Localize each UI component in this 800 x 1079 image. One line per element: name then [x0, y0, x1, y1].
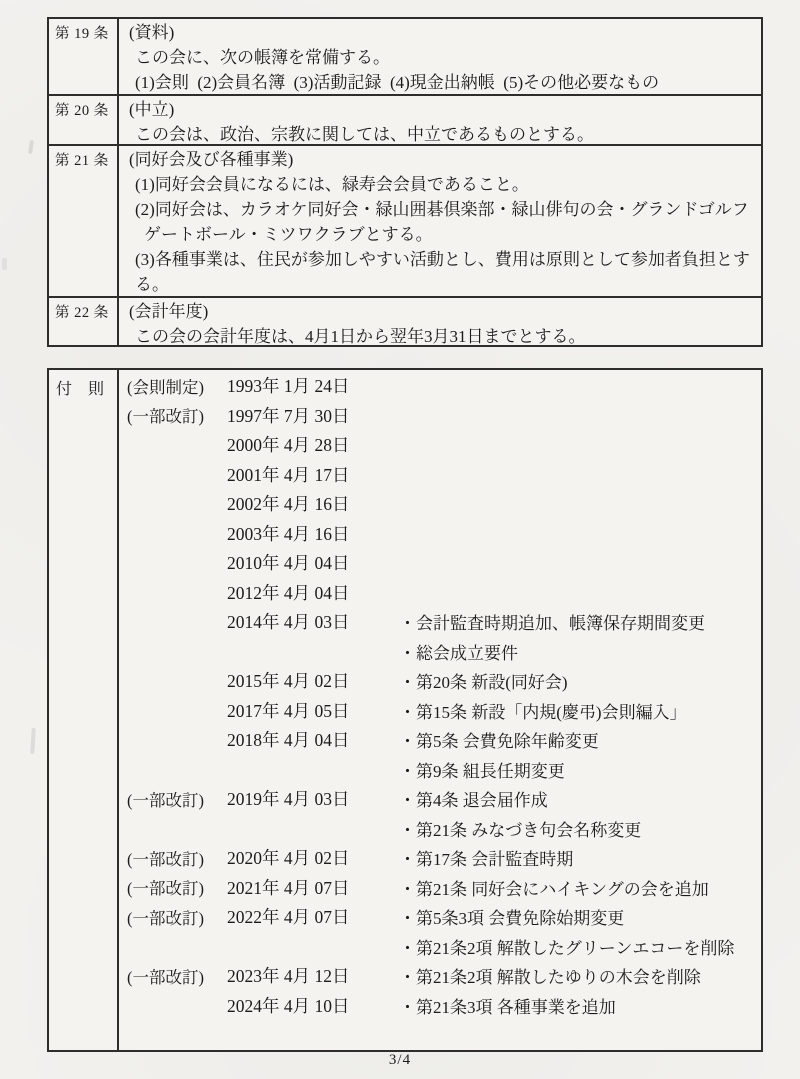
- revision-date: 2018年 4月 04日: [227, 730, 350, 751]
- revision-note: ・総会成立要件: [399, 643, 518, 663]
- revision-date: 2017年 4月 05日: [227, 700, 350, 721]
- revision-label: (一部改訂): [127, 967, 204, 987]
- article-line: (会計年度): [129, 302, 209, 321]
- article-line: (1)同好会会員になるには、緑寿会会員であること。: [135, 175, 529, 194]
- appendix-entry: [119, 784, 761, 814]
- appendix-entry: [119, 548, 761, 578]
- revision-date: 2000年 4月 28日: [227, 435, 350, 456]
- appendix-entry: [119, 489, 761, 519]
- revision-note: ・第15条 新設「内規(慶弔)会則編入」: [399, 702, 687, 722]
- revision-note: ・第17条 会計監査時期: [399, 850, 574, 870]
- revision-label: (一部改訂): [127, 908, 204, 928]
- revision-date: 2024年 4月 10日: [227, 995, 350, 1016]
- revision-label: (一部改訂): [127, 879, 204, 899]
- article-content: [119, 298, 761, 345]
- revision-note: ・第20条 新設(同好会): [399, 673, 568, 693]
- article-content: [119, 146, 761, 296]
- appendix-heading: 付 則: [49, 370, 119, 1050]
- article-line: ゲートボール・ミツワクラブとする。: [144, 225, 433, 244]
- appendix-entries: [119, 370, 761, 1050]
- article-row: [49, 146, 761, 298]
- revision-note: ・第21条2項 解散したゆりの木会を削除: [399, 968, 701, 988]
- appendix-entry: [119, 607, 761, 637]
- scan-speck: [28, 140, 34, 154]
- revision-label: (会則制定): [127, 377, 204, 397]
- appendix-entry: [119, 666, 761, 696]
- revision-date: 2010年 4月 04日: [227, 553, 350, 574]
- page-number: 3/4: [388, 1052, 412, 1068]
- appendix-entry: [119, 401, 761, 431]
- revision-date: 2019年 4月 03日: [227, 789, 350, 810]
- revision-date: 2003年 4月 16日: [227, 523, 350, 544]
- article-row: [49, 19, 761, 96]
- revision-note: ・第5条 会費免除年齢変更: [399, 732, 599, 752]
- article-line: (1)会則 (2)会員名簿 (3)活動記録 (4)現金出納帳 (5)その他必要なもの: [135, 73, 660, 92]
- article-content: [119, 19, 761, 94]
- appendix-entry: [119, 637, 761, 667]
- article-row: [49, 96, 761, 146]
- appendix-entry: [119, 902, 761, 932]
- article-line: (資料): [129, 23, 175, 42]
- revision-note: ・第21条 みなづき句会名称変更: [399, 820, 642, 840]
- appendix-entry: [119, 371, 761, 401]
- article-line: (中立): [129, 100, 175, 119]
- appendix-table: [47, 368, 763, 1052]
- scan-speck: [30, 728, 35, 754]
- article-line: (同好会及び各種事業): [129, 150, 294, 169]
- scan-speck: [2, 258, 7, 270]
- article-line: (2)同好会は、カラオケ同好会・緑山囲碁倶楽部・緑山俳句の会・グランドゴルフ: [135, 200, 749, 219]
- revision-label: (一部改訂): [127, 407, 204, 427]
- revision-note: ・第5条3項 会費免除始期変更: [399, 909, 625, 929]
- article-content: [119, 96, 761, 144]
- appendix-entry: [119, 696, 761, 726]
- revision-date: 2002年 4月 16日: [227, 494, 350, 515]
- revision-date: 2021年 4月 07日: [227, 877, 350, 898]
- appendix-entry: [119, 578, 761, 608]
- article-number: 第 20 条: [49, 96, 119, 144]
- revision-date: 2023年 4月 12日: [227, 966, 350, 987]
- revision-date: 1997年 7月 30日: [227, 405, 350, 426]
- appendix-entry: [119, 725, 761, 755]
- revision-note: ・第21条 同好会にハイキングの会を追加: [399, 879, 709, 899]
- revision-date: 2014年 4月 03日: [227, 612, 350, 633]
- revision-date: 2020年 4月 02日: [227, 848, 350, 869]
- article-rows: [49, 19, 761, 345]
- revision-note: ・第4条 退会届作成: [399, 791, 548, 811]
- revision-date: 2015年 4月 02日: [227, 671, 350, 692]
- appendix-entry: [119, 430, 761, 460]
- revision-label: (一部改訂): [127, 790, 204, 810]
- revision-note: ・第9条 組長任期変更: [399, 761, 565, 781]
- revision-date: 2022年 4月 07日: [227, 907, 350, 928]
- article-line: この会の会計年度は、4月1日から翌年3月31日までとする。: [135, 327, 586, 345]
- appendix-entry: [119, 961, 761, 991]
- appendix-entry: [119, 519, 761, 549]
- revision-date: 1993年 1月 24日: [227, 376, 350, 397]
- appendix-entry: [119, 873, 761, 903]
- article-row: [49, 298, 761, 345]
- appendix-entry: [119, 991, 761, 1021]
- revision-date: 2012年 4月 04日: [227, 582, 350, 603]
- articles-table: [47, 17, 763, 347]
- article-number: 第 21 条: [49, 146, 119, 296]
- appendix-entry: [119, 843, 761, 873]
- appendix-entry: [119, 460, 761, 490]
- article-line: (3)各種事業は、住民が参加しやすい活動とし、費用は原則として参加者負担とする。: [135, 250, 750, 294]
- article-number: 第 22 条: [49, 298, 119, 345]
- revision-note: ・会計監査時期追加、帳簿保存期間変更: [399, 614, 705, 634]
- revision-note: ・第21条2項 解散したグリーンエコーを削除: [399, 938, 735, 958]
- appendix-entry: [119, 932, 761, 962]
- revision-date: 2001年 4月 17日: [227, 464, 350, 485]
- revision-note: ・第21条3項 各種事業を追加: [399, 997, 616, 1017]
- revision-label: (一部改訂): [127, 849, 204, 869]
- article-line: この会に、次の帳簿を常備する。: [135, 48, 390, 67]
- appendix-entry: [119, 755, 761, 785]
- appendix-entry: [119, 814, 761, 844]
- article-number: 第 19 条: [49, 19, 119, 94]
- article-line: この会は、政治、宗教に関しては、中立であるものとする。: [135, 125, 594, 144]
